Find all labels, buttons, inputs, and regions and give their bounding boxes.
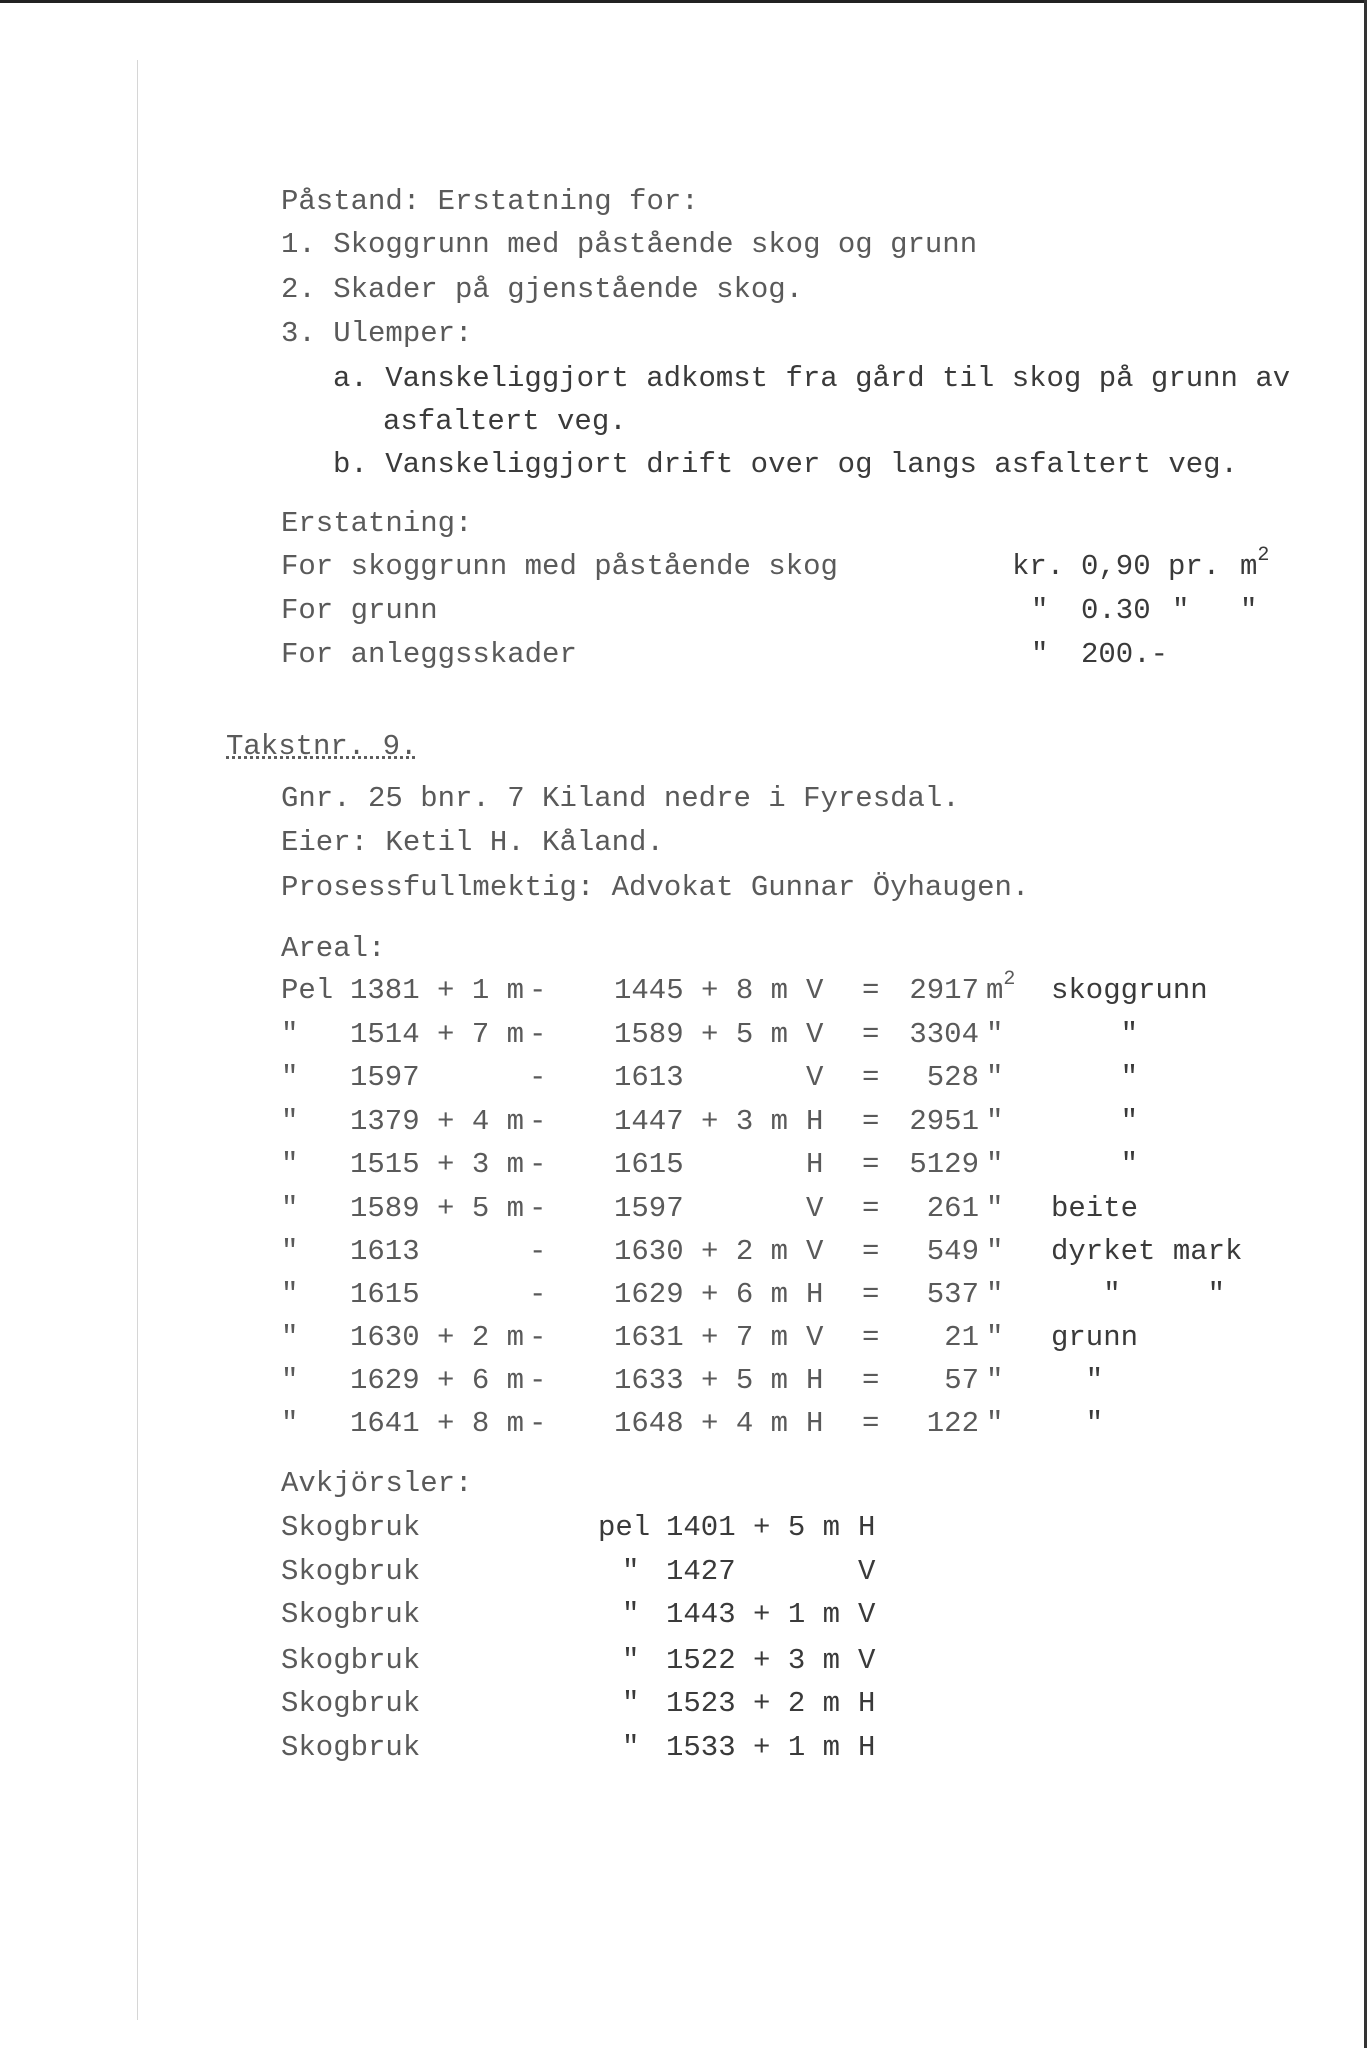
- areal-side: H: [806, 1278, 824, 1311]
- areal-dash: -: [529, 1364, 547, 1397]
- areal-row: [0, 1321, 1367, 1355]
- areal-row: [0, 1278, 1367, 1312]
- areal-unit-text: ": [986, 1061, 1004, 1094]
- exit-pel: pel: [598, 1511, 651, 1544]
- areal-from: 1381 + 1 m: [350, 974, 525, 1007]
- areal-from: 1641 + 8 m: [350, 1407, 525, 1440]
- areal-from: 1379 + 4 m: [350, 1105, 525, 1138]
- exit-row: [0, 1511, 1367, 1545]
- areal-area: 5129: [909, 1148, 979, 1181]
- areal-row: [0, 968, 1367, 1008]
- areal-to: 1613: [614, 1061, 684, 1094]
- areal-equals: =: [862, 1235, 880, 1268]
- areal-to: 1589 + 5 m: [614, 1018, 789, 1051]
- areal-pel: ": [281, 1018, 299, 1051]
- areal-from: 1514 + 7 m: [350, 1018, 525, 1051]
- areal-to: 1631 + 7 m: [614, 1321, 789, 1354]
- areal-area: 537: [926, 1278, 979, 1311]
- compensation-per-1: pr.: [1168, 550, 1221, 583]
- claim-item-2: 2. Skader på gjenstående skog.: [281, 273, 804, 306]
- areal-unit-text: ": [986, 1278, 1004, 1311]
- areal-description: beite: [1051, 1192, 1139, 1225]
- areal-unit: [986, 1148, 1003, 1182]
- exit-side: V: [858, 1598, 876, 1631]
- areal-unit-text: ": [986, 1148, 1004, 1181]
- areal-to: 1597: [614, 1192, 684, 1225]
- areal-side: V: [806, 1235, 824, 1268]
- exit-side: V: [858, 1644, 876, 1677]
- compensation-per-2: ": [1172, 594, 1190, 627]
- areal-pel: ": [281, 1235, 299, 1268]
- areal-equals: =: [862, 1407, 880, 1440]
- areal-dash: -: [529, 1407, 547, 1440]
- compensation-amount-1: 0,90: [1081, 550, 1151, 583]
- claim-sub-a: a. Vanskeliggjort adkomst fra gård til skog på grunn av: [333, 362, 1291, 395]
- areal-pel: ": [281, 1278, 299, 1311]
- exit-side: H: [858, 1731, 876, 1764]
- compensation-unit-1: $m^2$: [1240, 544, 1270, 583]
- areal-side: V: [806, 1018, 824, 1051]
- areal-from: 1589 + 5 m: [350, 1192, 525, 1225]
- compensation-heading: Erstatning:: [281, 507, 473, 540]
- areal-equals: =: [862, 1192, 880, 1225]
- takst-property: Gnr. 25 bnr. 7 Kiland nedre i Fyresdal.: [281, 782, 960, 815]
- areal-side: H: [806, 1105, 824, 1138]
- areal-unit-exponent: 2: [1003, 968, 1016, 991]
- exit-value: 1522 + 3 m: [666, 1644, 841, 1677]
- areal-description: ": [1051, 1018, 1139, 1051]
- areal-row: [0, 1235, 1367, 1269]
- areal-pel: ": [281, 1148, 299, 1181]
- areal-to: 1630 + 2 m: [614, 1235, 789, 1268]
- claim-sub-a-cont: asfaltert veg.: [383, 405, 627, 438]
- areal-area: 3304: [909, 1018, 979, 1051]
- areal-dash: -: [529, 1018, 547, 1051]
- areal-row: [0, 1148, 1367, 1182]
- areal-area: 122: [926, 1407, 979, 1440]
- compensation-label-1: For skoggrunn med påstående skog: [281, 550, 838, 583]
- exit-pel: ": [622, 1731, 640, 1764]
- areal-side: V: [806, 1061, 824, 1094]
- areal-side: V: [806, 974, 824, 1007]
- areal-dash: -: [529, 1235, 547, 1268]
- areal-equals: =: [862, 1105, 880, 1138]
- areal-unit: [986, 1364, 1003, 1398]
- takst-owner: Eier: Ketil H. Kåland.: [281, 826, 664, 859]
- exit-label: Skogbruk: [281, 1687, 421, 1720]
- areal-to: 1629 + 6 m: [614, 1278, 789, 1311]
- exit-label: Skogbruk: [281, 1644, 421, 1677]
- areal-unit: [986, 1061, 1003, 1095]
- areal-unit-text: ": [986, 1407, 1004, 1440]
- areal-unit-text: ": [986, 1364, 1004, 1397]
- areal-description: dyrket mark: [1051, 1235, 1243, 1268]
- areal-dash: -: [529, 1061, 547, 1094]
- areal-pel: ": [281, 1364, 299, 1397]
- exit-value: 1523 + 2 m: [666, 1687, 841, 1720]
- areal-pel: Pel: [281, 974, 334, 1007]
- areal-side: V: [806, 1192, 824, 1225]
- exit-row: [0, 1687, 1367, 1721]
- areal-to: 1648 + 4 m: [614, 1407, 789, 1440]
- areal-unit-text: ": [986, 1321, 1004, 1354]
- exit-value: 1401 + 5 m: [666, 1511, 841, 1544]
- exit-label: Skogbruk: [281, 1731, 421, 1764]
- areal-equals: =: [862, 974, 880, 1007]
- exit-row: [0, 1644, 1367, 1678]
- areal-from: 1630 + 2 m: [350, 1321, 525, 1354]
- areal-side: H: [806, 1148, 824, 1181]
- claim-heading: Påstand: Erstatning for:: [281, 185, 699, 218]
- areal-heading: Areal:: [281, 932, 386, 965]
- compensation-currency-1: kr.: [1012, 550, 1065, 583]
- areal-side: V: [806, 1321, 824, 1354]
- areal-row: [0, 1192, 1367, 1226]
- exit-side: H: [858, 1687, 876, 1720]
- compensation-unit-2: ": [1240, 594, 1258, 627]
- compensation-amount-2: 0.30: [1081, 594, 1151, 627]
- areal-equals: =: [862, 1018, 880, 1051]
- exit-side: V: [858, 1555, 876, 1588]
- areal-unit: [986, 1235, 1003, 1269]
- areal-row: [0, 1018, 1367, 1052]
- areal-description: ": [1051, 1105, 1139, 1138]
- compensation-label-3: For anleggsskader: [281, 638, 577, 671]
- areal-unit: [986, 1278, 1003, 1312]
- exit-value: 1443 + 1 m: [666, 1598, 841, 1631]
- page-top-edge: [0, 0, 1367, 3]
- areal-row: [0, 1061, 1367, 1095]
- areal-unit-text: ": [986, 1018, 1004, 1051]
- areal-unit: [986, 1192, 1003, 1226]
- exit-row: [0, 1598, 1367, 1632]
- takst-attorney: Prosessfullmektig: Advokat Gunnar Öyhaugen.: [281, 871, 1030, 904]
- exit-label: Skogbruk: [281, 1511, 421, 1544]
- areal-area: 549: [926, 1235, 979, 1268]
- areal-from: 1629 + 6 m: [350, 1364, 525, 1397]
- exit-row: [0, 1731, 1367, 1765]
- areal-from: 1597: [350, 1061, 420, 1094]
- areal-unit: [986, 1407, 1003, 1441]
- areal-pel: ": [281, 1105, 299, 1138]
- areal-unit-text: m: [986, 974, 1004, 1007]
- areal-row: [0, 1407, 1367, 1441]
- areal-to: 1615: [614, 1148, 684, 1181]
- areal-pel: ": [281, 1061, 299, 1094]
- exit-value: 1427: [666, 1555, 736, 1588]
- areal-unit: [986, 1321, 1003, 1355]
- areal-dash: -: [529, 1278, 547, 1311]
- areal-from: 1613: [350, 1235, 420, 1268]
- areal-to: 1445 + 8 m: [614, 974, 789, 1007]
- areal-area: 21: [944, 1321, 979, 1354]
- takst-title: Takstnr. 9.: [226, 730, 418, 763]
- areal-pel: ": [281, 1192, 299, 1225]
- areal-equals: =: [862, 1148, 880, 1181]
- areal-pel: ": [281, 1321, 299, 1354]
- areal-row: [0, 1364, 1367, 1398]
- compensation-label-2: For grunn: [281, 594, 438, 627]
- areal-from: 1615: [350, 1278, 420, 1311]
- areal-from: 1515 + 3 m: [350, 1148, 525, 1181]
- exit-pel: ": [622, 1644, 640, 1677]
- areal-description: ": [1051, 1407, 1104, 1440]
- exit-side: H: [858, 1511, 876, 1544]
- areal-dash: -: [529, 974, 547, 1007]
- areal-description: " ": [1051, 1278, 1226, 1311]
- areal-side: H: [806, 1364, 824, 1397]
- exit-pel: ": [622, 1598, 640, 1631]
- areal-area: 261: [926, 1192, 979, 1225]
- areal-area: 528: [926, 1061, 979, 1094]
- areal-description: skoggrunn: [1051, 974, 1208, 1007]
- areal-equals: =: [862, 1061, 880, 1094]
- areal-to: 1633 + 5 m: [614, 1364, 789, 1397]
- areal-dash: -: [529, 1148, 547, 1181]
- areal-area: 57: [944, 1364, 979, 1397]
- areal-description: grunn: [1051, 1321, 1139, 1354]
- exits-heading: Avkjörsler:: [281, 1467, 473, 1500]
- areal-area: 2951: [909, 1105, 979, 1138]
- exit-value: 1533 + 1 m: [666, 1731, 841, 1764]
- claim-item-3: 3. Ulemper:: [281, 317, 473, 350]
- areal-area: 2917: [909, 974, 979, 1007]
- areal-dash: -: [529, 1192, 547, 1225]
- areal-pel: ": [281, 1407, 299, 1440]
- areal-unit: [986, 1018, 1003, 1052]
- exit-row: [0, 1555, 1367, 1589]
- areal-equals: =: [862, 1321, 880, 1354]
- areal-equals: =: [862, 1364, 880, 1397]
- areal-row: [0, 1105, 1367, 1139]
- areal-side: H: [806, 1407, 824, 1440]
- areal-unit-text: ": [986, 1192, 1004, 1225]
- exit-label: Skogbruk: [281, 1555, 421, 1588]
- claim-item-1: 1. Skoggrunn med påstående skog og grunn: [281, 228, 978, 261]
- exit-label: Skogbruk: [281, 1598, 421, 1631]
- areal-unit-text: ": [986, 1235, 1004, 1268]
- areal-unit: [986, 1105, 1003, 1139]
- areal-description: ": [1051, 1364, 1104, 1397]
- compensation-amount-3: 200.-: [1081, 638, 1169, 671]
- areal-dash: -: [529, 1105, 547, 1138]
- exit-pel: ": [622, 1687, 640, 1720]
- areal-to: 1447 + 3 m: [614, 1105, 789, 1138]
- areal-description: ": [1051, 1061, 1139, 1094]
- compensation-currency-3: ": [1031, 638, 1049, 671]
- areal-dash: -: [529, 1321, 547, 1354]
- areal-equals: =: [862, 1278, 880, 1311]
- claim-sub-b: b. Vanskeliggjort drift over og langs asfaltert veg.: [333, 448, 1238, 481]
- exit-pel: ": [622, 1555, 640, 1588]
- areal-description: ": [1051, 1148, 1139, 1181]
- areal-unit: [986, 968, 1016, 1008]
- compensation-currency-2: ": [1031, 594, 1049, 627]
- areal-unit-text: ": [986, 1105, 1004, 1138]
